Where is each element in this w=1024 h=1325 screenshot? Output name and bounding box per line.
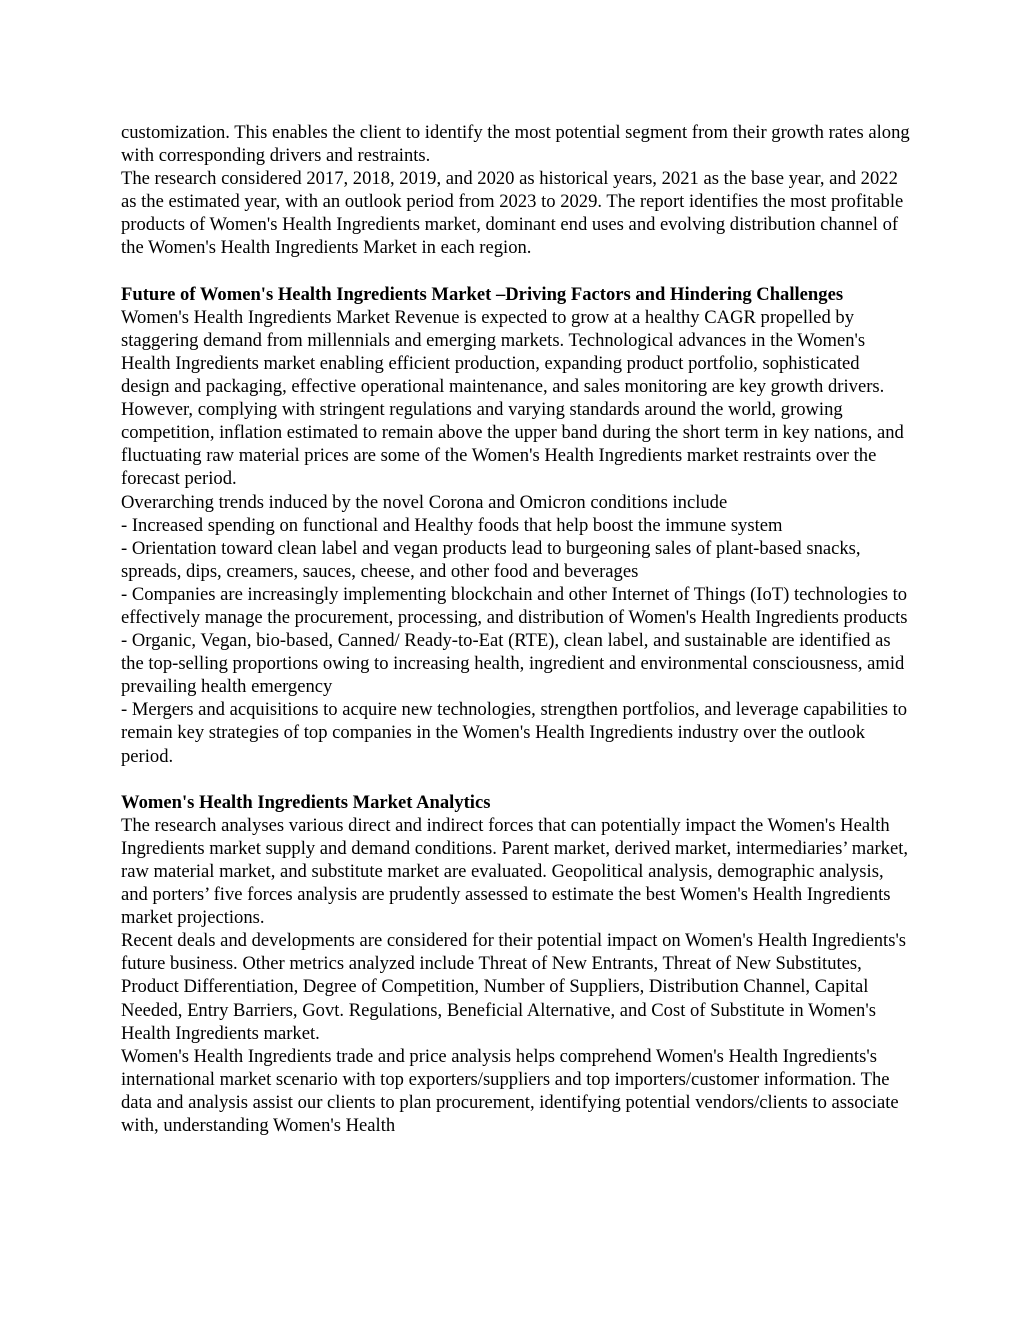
paragraph-gap [121,260,911,283]
intro-paragraph-2: The research considered 2017, 2018, 2019, and 2020 as historical years, 2021 as the base year, and 2022 as the estimated year, with an outlook period from 2023 to 2029. The report identifies the most profitable products of Women's Health Ingredients market, dominant end uses and evolving distribution channel of the Women's Health Ingredients Market in each region. [121,168,904,259]
section1-paragraph-3: Overarching trends induced by the novel Corona and Omicron conditions include [121,491,728,513]
document-page [121,121,911,1137]
trend-bullet: - Mergers and acquisitions to acquire new technologies, strengthen portfolios, and leverage capabilities to remain key strategies of top companies in the Women's Health Ingredients industry over the outlook period. [121,699,908,767]
trend-bullet: - Companies are increasingly implementing blockchain and other Internet of Things (IoT) technologies to effectively manage the procurement, processing, and distribution of Women's Health Ingredients products [121,583,908,628]
section1-paragraph-2: However, complying with stringent regulations and varying standards around the world, growing competition, inflation estimated to remain above the upper band during the short term in key nations, and fluctuating raw material prices are some of the Women's Health Ingredients market restraints over the forecast period. [121,399,904,490]
section1-paragraph-1: Women's Health Ingredients Market Revenue is expected to grow at a healthy CAGR propelled by staggering demand from millennials and emerging markets. Technological advances in the Women's Health Ingredients market enabling efficient production, expanding product portfolio, sophisticated design and packaging, effective operational maintenance, and sales monitoring are key growth drivers. [121,306,885,398]
section2-paragraph-1: The research analyses various direct and indirect forces that can potentially impact the Women's Health Ingredients market supply and demand conditions. Parent market, derived market, intermediaries’ market, raw material market, and substitute market are evaluated. Geopolitical analysis, demographic analysis, and porters’ five forces analysis are prudently assessed to estimate the best Women's Health Ingredients market projections. [121,814,909,929]
section-heading-future: Future of Women's Health Ingredients Market –Driving Factors and Hindering Challenges [121,283,844,305]
intro-paragraph-1: customization. This enables the client to identify the most potential segment from their growth rates along with corresponding drivers and restraints. [121,122,910,167]
trend-bullet: - Increased spending on functional and Healthy foods that help boost the immune system [121,514,783,536]
trend-bullet: - Organic, Vegan, bio-based, Canned/ Ready-to-Eat (RTE), clean label, and sustainable are identified as the top-selling proportions owing to increasing health, ingredient and environmental consciousness, amid prevailing health emergency [121,630,905,698]
paragraph-gap [121,768,911,791]
section-heading-analytics: Women's Health Ingredients Market Analytics [121,791,491,813]
section2-paragraph-2: Recent deals and developments are considered for their potential impact on Women's Health Ingredients's future business. Other metrics analyzed include Threat of New Entrants, Threat of New Substitutes, Product Differentiation, Degree of Competition, Number of Suppliers, Distribution Channel, Capital Needed, Entry Barriers, Govt. Regulations, Beneficial Alternative, and Cost of Substitute in Women's Health Ingredients market. [121,930,907,1044]
trend-bullet: - Orientation toward clean label and vegan products lead to burgeoning sales of plant-based snacks, spreads, dips, creamers, sauces, cheese, and other food and beverages [121,537,861,582]
section2-paragraph-3: Women's Health Ingredients trade and price analysis helps comprehend Women's Health Ingredients's international market scenario with top exporters/suppliers and top importers/customer information. The data and analysis assist our clients to plan procurement, identifying potential vendors/clients to associate with, understanding Women's Health [121,1045,899,1137]
